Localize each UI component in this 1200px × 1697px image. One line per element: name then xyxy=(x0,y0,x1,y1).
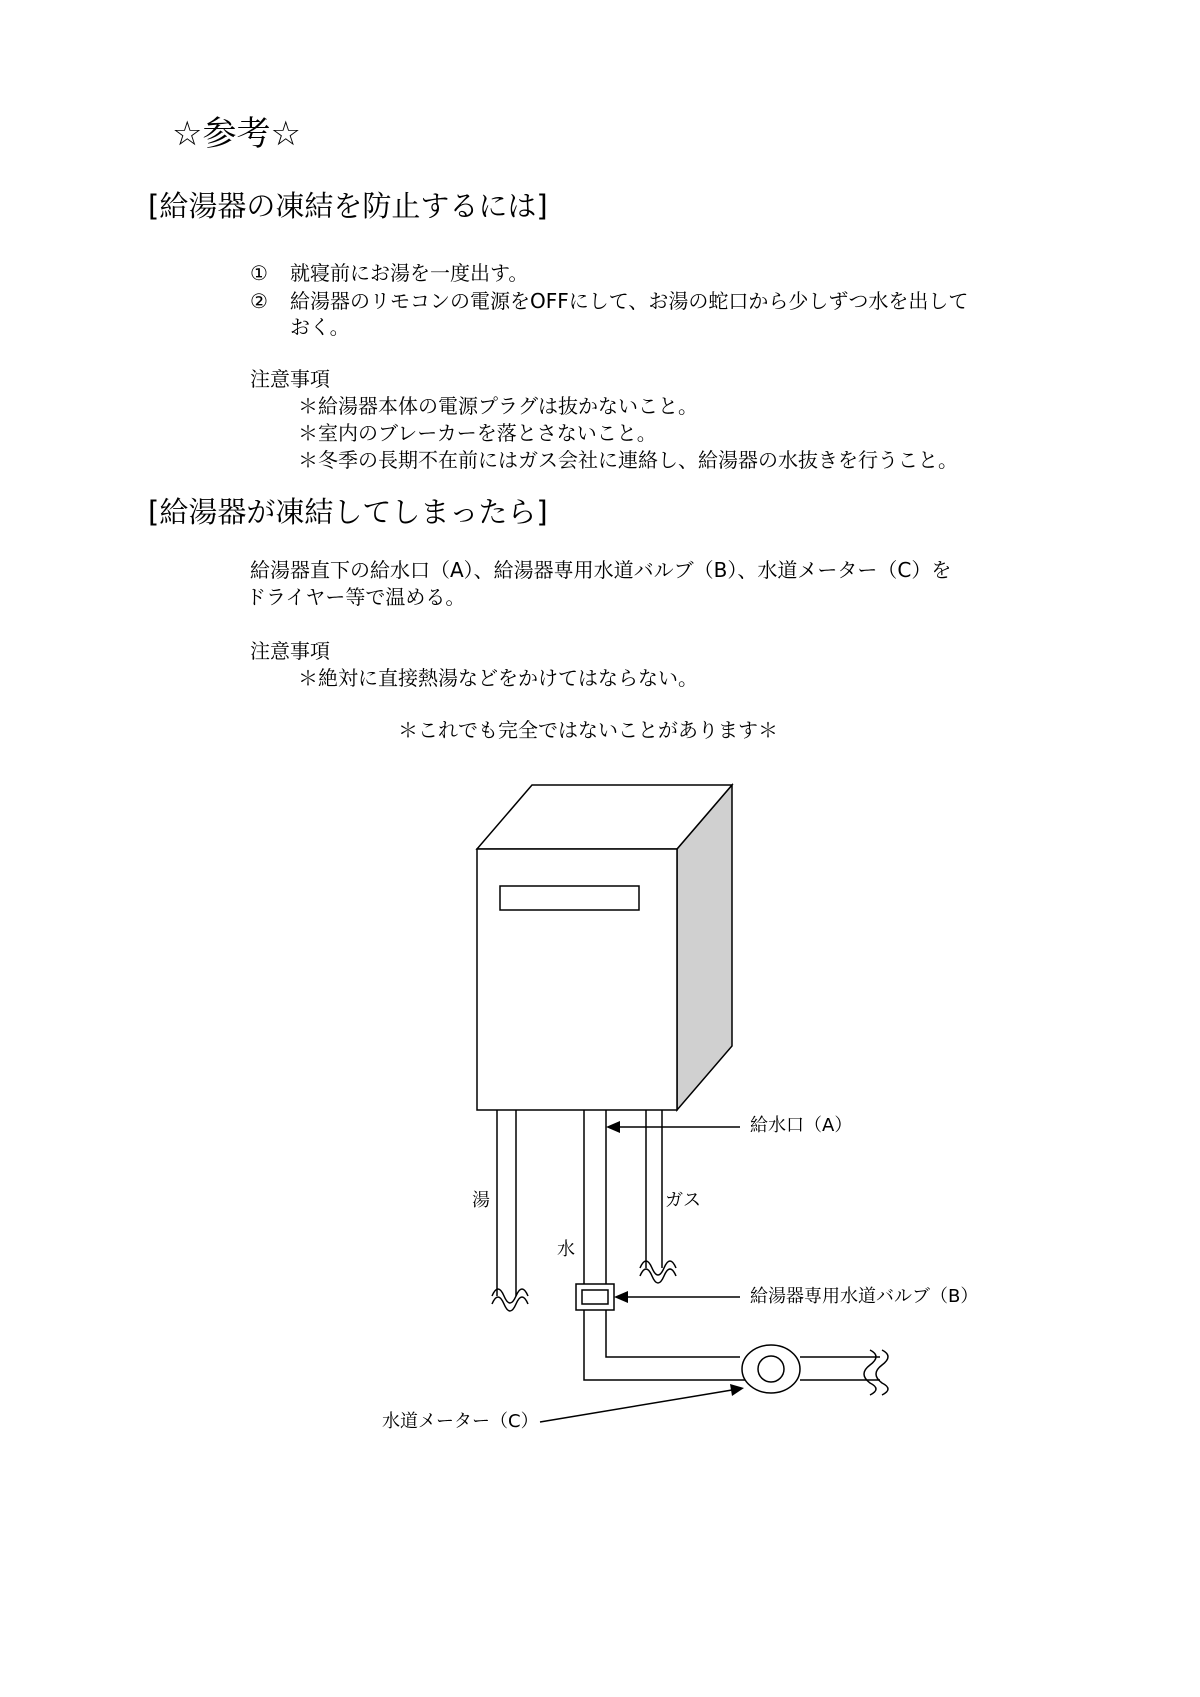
caution-text: ＊これでも完全ではないことがあります＊ xyxy=(398,718,778,742)
note-item: ＊給湯器本体の電源プラグは抜かないこと。 xyxy=(298,394,698,418)
meter-leader-line xyxy=(540,1389,738,1422)
valve-arrow-icon xyxy=(614,1291,628,1303)
label-meter: 水道メーター（C） xyxy=(382,1411,539,1432)
label-water: 水 xyxy=(557,1239,575,1260)
section-title-prevent: [給湯器の凍結を防止するには] xyxy=(148,189,548,223)
note-item: ＊室内のブレーカーを落とさないこと。 xyxy=(298,421,657,445)
frozen-text-line2: ドライヤー等で温める。 xyxy=(246,585,466,609)
note-item: ＊絶対に直接熱湯などをかけてはならない。 xyxy=(298,666,698,690)
label-hot: 湯 xyxy=(472,1190,490,1211)
list-marker-1: ① xyxy=(250,261,268,285)
meter-arrow-icon xyxy=(730,1384,744,1396)
frozen-text-line1: 給湯器直下の給水口（A）、給湯器専用水道バルブ（B）、水道メーター（C）を xyxy=(250,558,952,582)
label-gas: ガス xyxy=(665,1190,701,1211)
list-marker-2: ② xyxy=(250,289,268,313)
reference-title: ☆参考☆ xyxy=(172,114,301,154)
section-title-frozen: [給湯器が凍結してしまったら] xyxy=(148,495,548,529)
label-valve: 給湯器専用水道バルブ（B） xyxy=(750,1286,979,1307)
notes-heading-prevent: 注意事項 xyxy=(250,367,330,391)
note-item: ＊冬季の長期不在前にはガス会社に連絡し、給湯器の水抜きを行うこと。 xyxy=(298,448,958,472)
heater-display-panel xyxy=(500,886,639,910)
notes-heading-frozen: 注意事項 xyxy=(250,639,330,663)
list-item-2-cont: おく。 xyxy=(290,315,350,339)
list-item-1: 就寝前にお湯を一度出す。 xyxy=(290,261,529,285)
list-item-2: 給湯器のリモコンの電源をOFFにして、お湯の蛇口から少しずつ水を出して xyxy=(290,289,969,313)
label-inlet: 給水口（A） xyxy=(750,1115,853,1136)
water-pipe xyxy=(584,1110,746,1380)
inlet-arrow-icon xyxy=(606,1121,620,1133)
